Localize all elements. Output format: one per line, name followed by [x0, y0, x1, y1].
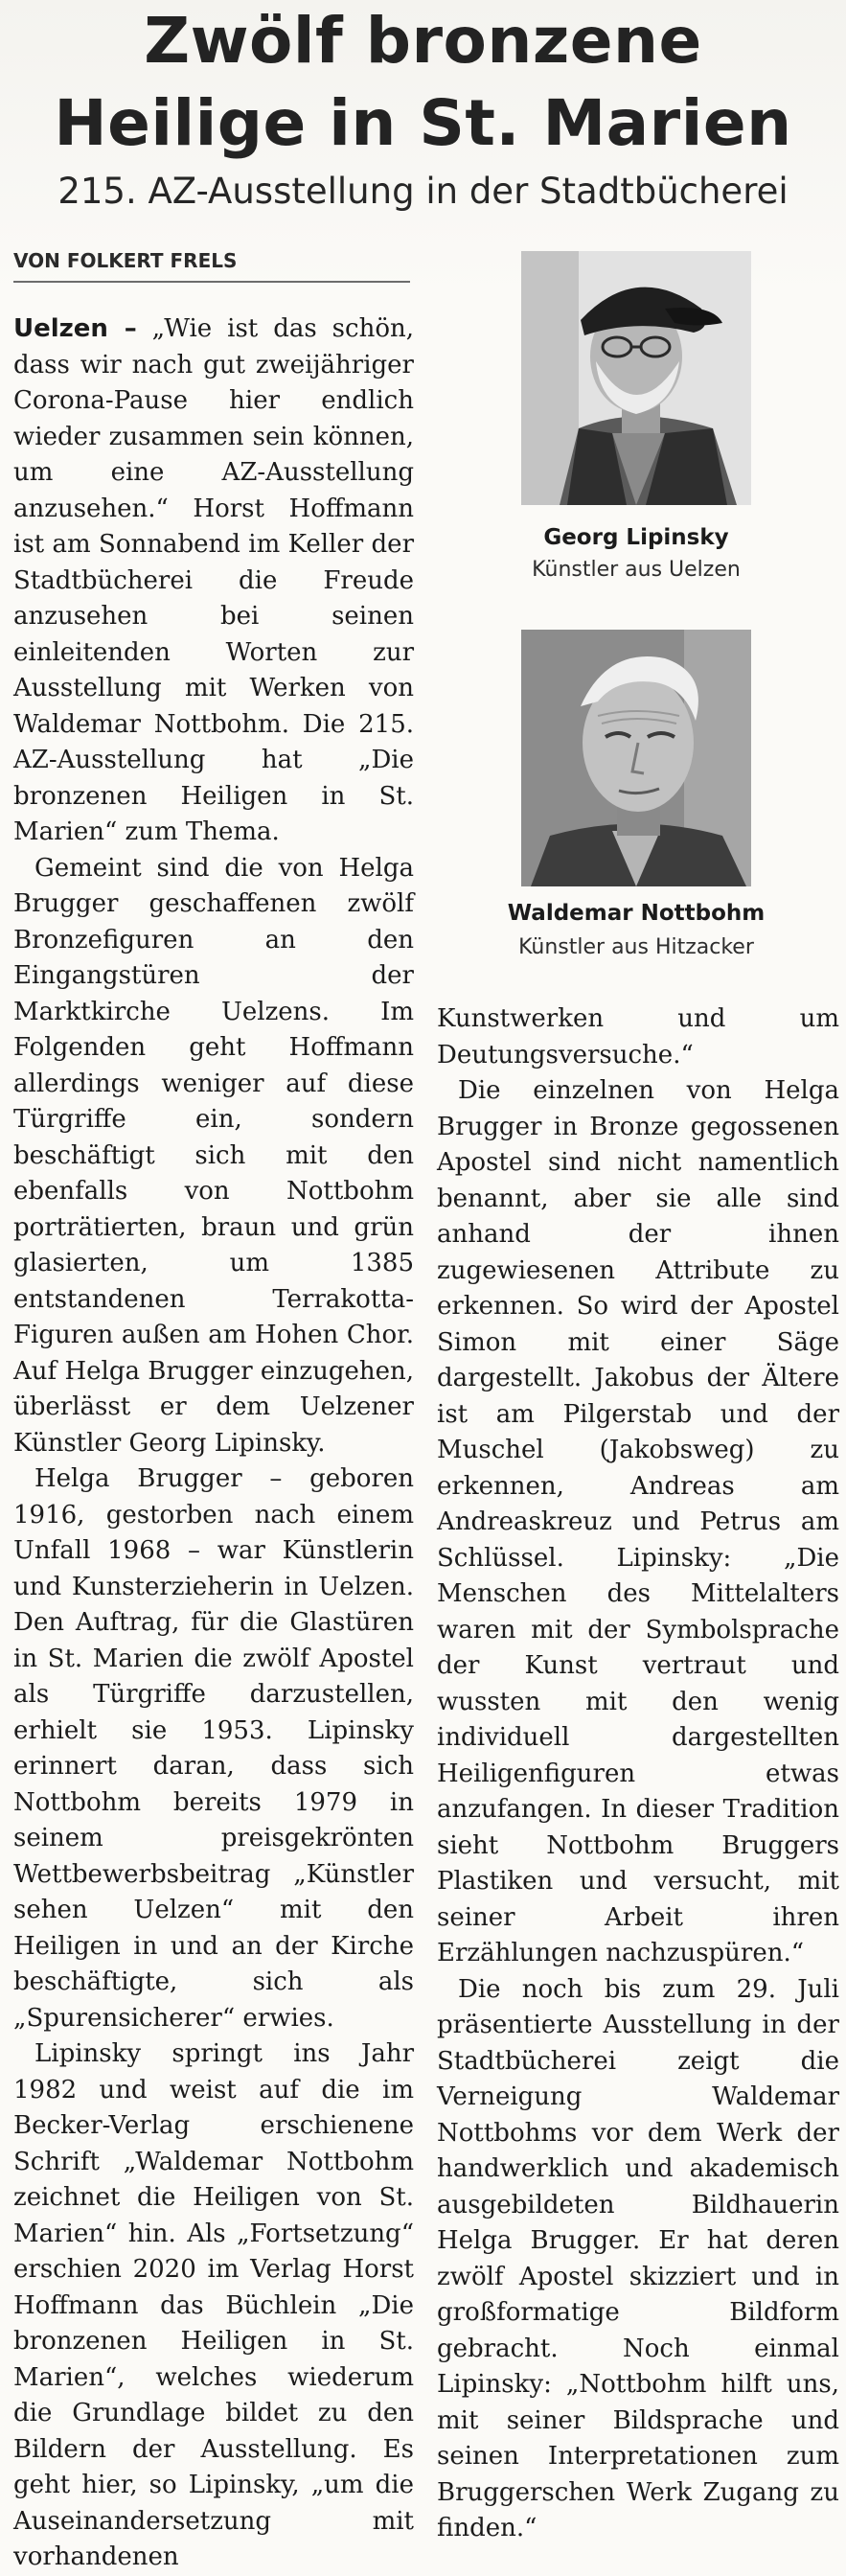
photo-caption-name-2: Waldemar Nottbohm	[507, 901, 766, 926]
portrait-lipinsky-image	[521, 251, 751, 505]
paragraph-1	[13, 311, 414, 851]
photo-caption-role-2: Künstler aus Hitzacker	[518, 935, 754, 959]
byline-rule	[13, 281, 410, 283]
paragraph-3: Helga Brugger – geboren 1916, gestorben nach einem Unfall 1968 – war Künstlerin und Kunsterzieherin in Uelzen. Den Auftrag, für die Glastüren in St. Marien die zwölf Apostel als Türgriffe darzustellen, erhielt sie 1953. Lipinsky erinnert daran, dass sich Nottbohm bereits 1979 in seinem preisgekrönten Wettbewerbsbeitrag „Künstler sehen Uelzen“ mit den Heiligen in und an der Kirche beschäftigte, sich als „Spurensicherer“ erwies.	[13, 1464, 414, 2033]
byline: VON FOLKERT FRELS	[13, 249, 238, 272]
article-column-left	[13, 311, 414, 2576]
paragraph-7: Die noch bis zum 29. Juli präsentierte Ausstellung in der Stadtbücherei zeigt die Verneigung Waldemar Nottbohms vor dem Werk der handwerklich und akademisch ausgebildeten Bildhauerin Helga Brugger. Er hat deren zwölf Apostel skizziert und in großformatige Bildform gebracht. Noch einmal Lipinsky: „Nottbohm hilft uns, mit seiner Bildsprache und seinen Interpretationen zum Bruggerschen Werk Zugang zu finden.“	[437, 1974, 839, 2542]
paragraph-4: Lipinsky springt ins Jahr 1982 und weist auf die im Becker-Verlag erschienene Schrift „Waldemar Nottbohm zeichnet die Heiligen von St. Marien“ hin. Als „Fortsetzung“ erschien 2020 im Verlag Horst Hoffmann das Büchlein „Die bronzenen Heiligen in St. Marien“, welches wiederum die Grundlage bildet zu den Bildern der Ausstellung. Es geht hier, so Lipinsky, „um die Auseinandersetzung mit vorhandenen	[13, 2039, 414, 2571]
portrait-nottbohm-image	[521, 630, 751, 886]
article-column-right	[437, 1001, 839, 2547]
headline-line-2: Heilige in St. Marien	[54, 86, 792, 160]
paragraph-6: Die einzelnen von Helga Brugger in Bronze gegossenen Apostel sind nicht namentlich benannt, aber sie alle sind anhand der ihnen zugewiesenen Attribute zu erkennen. So wird der Apostel Simon mit einer Säge dargestellt. Jakobus der Ältere ist am Pilgerstab und der Muschel (Jakobsweg) zu erkennen, Andreas am Andreaskreuz und Petrus am Schlüssel. Lipinsky: „Die Menschen des Mittelalters waren mit der Symbolsprache der Kunst vertraut und wussten mit den wenig individuell dargestellten Heiligenfiguren etwas anzufangen. In dieser Tradition sieht Nottbohm Bruggers Plastiken und versucht, mit seiner Arbeit ihren Erzählungen nachzuspüren.“	[437, 1076, 839, 1967]
photo-waldemar-nottbohm	[521, 630, 751, 886]
photo-georg-lipinsky	[521, 251, 751, 505]
paragraph-5: Kunstwerken und um Deutungsversuche.“	[437, 1004, 839, 1070]
headline-line-1: Zwölf bronzene	[144, 4, 702, 78]
photo-caption-name-1: Georg Lipinsky	[543, 525, 729, 550]
photo-caption-role-1: Künstler aus Uelzen	[532, 558, 741, 582]
paragraph-1-text: „Wie ist das schön, dass wir nach gut zweijähriger Corona-Pause hier endlich wieder zusammen sein können, um eine AZ-Ausstellung anzusehen.“ Horst Hoffmann ist am Sonnabend im Keller der Stadtbücherei die Freude anzusehen bei seinen einleitenden Worten zur Ausstellung mit Werken von Waldemar Nottbohm. Die 215. AZ-Ausstellung hat „Die bronzenen Heiligen in St. Marien“ zum Thema.	[13, 314, 414, 846]
dateline: Uelzen –	[13, 314, 137, 343]
headline	[19, 0, 827, 165]
paragraph-2: Gemeint sind die von Helga Brugger geschaffenen zwölf Bronzefiguren an den Eingangstüren der Marktkirche Uelzens. Im Folgenden geht Hoffmann allerdings weniger auf diese Türgriffe ein, sondern beschäftigt sich mit den ebenfalls von Nottbohm porträtierten, braun und grün glasierten, um 1385 entstandenen Terrakotta-Figuren außen am Hohen Chor. Auf Helga Brugger einzugehen, überlässt er dem Uelzener Künstler Georg Lipinsky.	[13, 853, 414, 1458]
subheadline: 215. AZ-Ausstellung in der Stadtbücherei	[57, 171, 789, 212]
